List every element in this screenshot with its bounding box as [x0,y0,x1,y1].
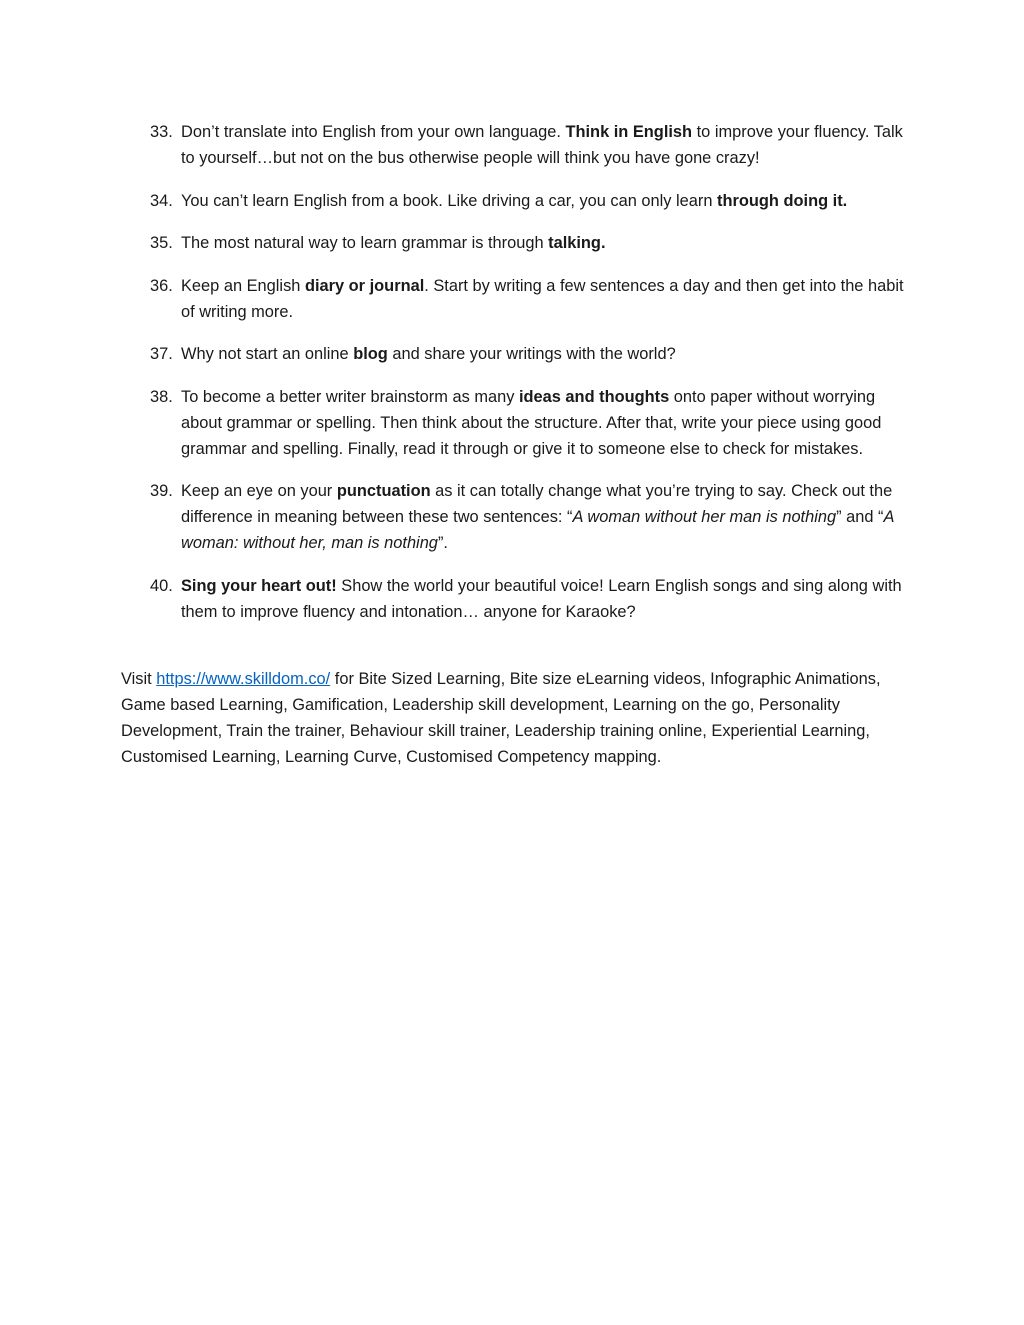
tips-list [150,119,910,641]
text-run: ” and “ [836,508,884,526]
list-item-text [181,388,881,458]
text-run: to improve your fluency. Talk to yourself…but not on the bus otherwise people will think you have gone crazy! [181,123,903,167]
bold-text: punctuation [336,482,431,500]
text-run: Why not start an online [181,345,354,363]
bold-text: through doing it. [717,191,848,210]
bold-text: blog [353,345,388,363]
text-run: You can’t learn English from a book. Like driving a car, you can only learn [181,191,718,210]
list-item-number: 33. [150,123,173,141]
list-item-number: 38. [150,387,173,406]
text-run: and share your writings with the world? [387,345,676,363]
bold-text: diary or journal [304,276,425,295]
text-run: Keep an eye on your [181,482,337,500]
text-run: Keep an English [181,276,305,295]
list-item-number: 40. [150,576,173,595]
list-item-text [181,482,894,552]
list-item-text [181,277,904,321]
bold-text: Sing your heart out! [181,576,337,595]
list-item-text [181,345,676,363]
list-item [150,478,910,556]
text-run: The most natural way to learn grammar is through [181,234,549,252]
text-run: To become a better writer brainstorm as many [181,387,519,406]
italic-text: A woman without her man is nothing [572,508,837,526]
list-item [150,384,910,462]
skilldom-link[interactable]: https://www.skilldom.co/ [156,670,331,688]
list-item-text [181,577,902,621]
text-run: ”. [437,534,448,552]
text-run: onto paper without worrying about grammar or spelling. Then think about the structure. After that, write your piece using good grammar and spelling. Finally, read it through or give it to someone else to check for mistakes. [181,387,882,458]
list-item [150,341,910,367]
list-item [150,119,910,171]
list-item [150,230,910,256]
footer-paragraph [121,666,911,770]
list-item-number: 37. [150,345,173,363]
list-item [150,273,910,325]
bold-text: talking. [548,234,606,252]
text-run: Show the world your beautiful voice! Learn English songs and sing along with them to improve fluency and intonation… anyone for Karaoke? [181,576,902,621]
list-item-text [181,123,903,167]
bold-text: Think in English [565,123,693,141]
footer-suffix: for Bite Sized Learning, Bite size eLearning videos, Infographic Animations, Game based Learning, Gamification, Leadership skill development, Learning on the go, Personality Development, Train the trainer, Behaviour skill trainer, Leadership training online, Experiential Learning, Customised Learning, Learning Curve, Customised Competency mapping. [121,670,881,766]
bold-text: ideas and thoughts [518,387,670,406]
italic-text: A woman: without her, man is nothing [181,508,894,552]
list-item-number: 39. [150,482,173,500]
list-item [150,188,910,214]
list-item-text [181,192,847,210]
list-item-text [181,234,606,252]
list-item-number: 36. [150,276,173,295]
list-item-number: 35. [150,234,173,252]
list-item-number: 34. [150,191,173,210]
list-item [150,573,910,625]
text-run: . Start by writing a few sentences a day and then get into the habit of writing more. [181,276,904,321]
text-run: as it can totally change what you’re trying to say. Check out the difference in meaning between these two sentences: “ [181,482,893,526]
text-run: Don’t translate into English from your own language. [181,123,566,141]
footer-prefix: Visit [121,670,157,688]
